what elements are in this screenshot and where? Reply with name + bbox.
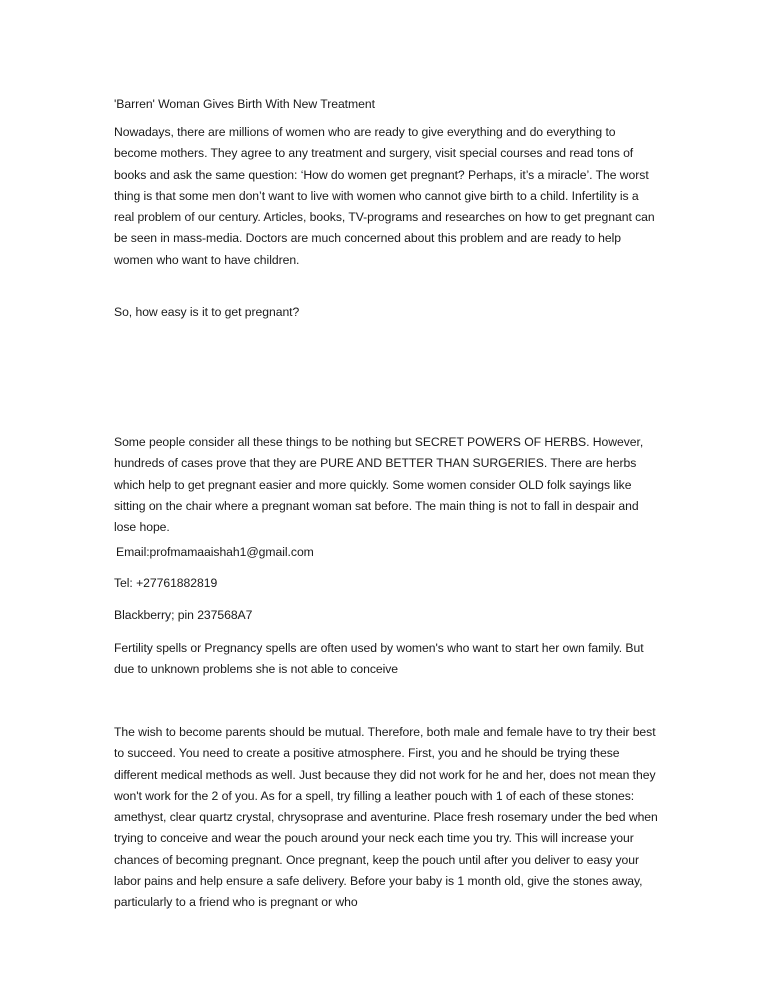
contact-telephone: Tel: +27761882819 bbox=[114, 576, 218, 590]
intro-paragraph: Nowadays, there are millions of women who are ready to give everything and do everything to become mothers. They agree to any treatment and surgery, visit special courses and read tons of books and ask the same question: ‘How do women get pregnant? Perhaps, it’s a miracle’. The worst thing is that some men don’t want to live with women who cannot give birth to a child. Infertility is a real problem of our century. Articles, books, TV-programs and researches on how to get pregnant can be seen in mass-media. Doctors are much concerned about this problem and are ready to help women who want to have children. bbox=[114, 125, 655, 267]
contact-blackberry: Blackberry; pin 237568A7 bbox=[114, 608, 253, 622]
spells-paragraph: Fertility spells or Pregnancy spells are often used by women's who want to start her own family. But due to unknown problems she is not able to conceive bbox=[114, 641, 644, 677]
document-title: 'Barren' Woman Gives Birth With New Treatment bbox=[114, 97, 375, 111]
contact-email: Email:profmamaaishah1@gmail.com bbox=[116, 545, 314, 559]
question-line: So, how easy is it to get pregnant? bbox=[114, 305, 300, 319]
parents-paragraph: The wish to become parents should be mutual. Therefore, both male and female have to try their best to succeed. You need to create a positive atmosphere. First, you and he should be trying these different medical methods as well. Just because they did not work for he and her, does not mean they won't work for the 2 of you. As for a spell, try filling a leather pouch with 1 of each of these stones: amethyst, clear quartz crystal, chrysoprase and aventurine. Place fresh rosemary under the bed when trying to conceive and wear the pouch around your neck each time you try. This will increase your chances of becoming pregnant. Once pregnant, keep the pouch until after you deliver to easy your labor pains and help ensure a safe delivery. Before your baby is 1 month old, give the stones away, particularly to a friend who is pregnant or who bbox=[114, 725, 658, 910]
herbs-paragraph: Some people consider all these things to be nothing but SECRET POWERS OF HERBS. However, hundreds of cases prove that they are PURE AND BETTER THAN SURGERIES. There are herbs which help to get pregnant easier and more quickly. Some women consider OLD folk sayings like sitting on the chair where a pregnant woman sat before. The main thing is not to fall in despair and lose hope. bbox=[114, 435, 644, 535]
